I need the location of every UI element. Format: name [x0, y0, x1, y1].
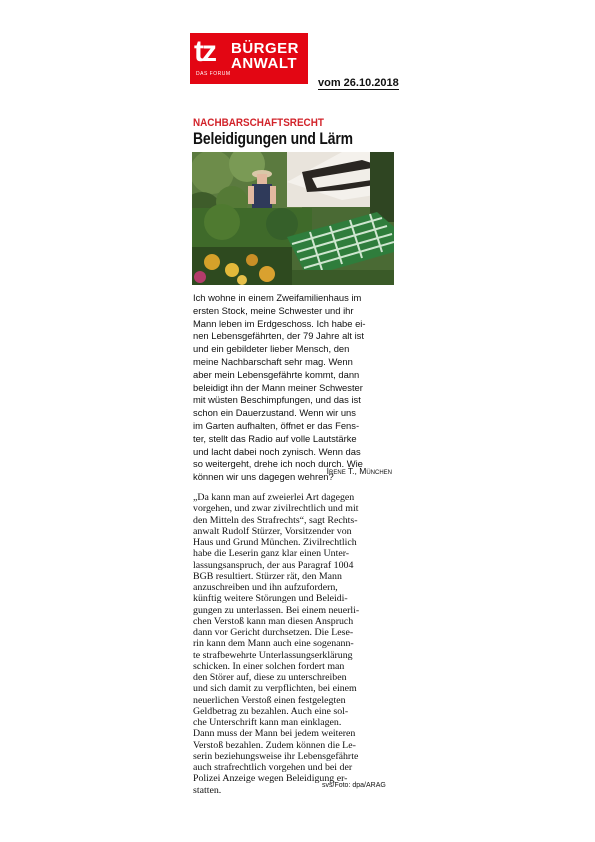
- answer-line: anzuschreiben und ihn aufzufordern,: [193, 582, 338, 593]
- question-line: beleidigt ihn der Mann meiner Schwester: [193, 381, 363, 393]
- question-line: meine Nachbarschaft sehr mag. Wenn: [193, 355, 353, 367]
- logo-line-buerger: BÜRGER: [231, 40, 300, 57]
- answer-line: Verstoß bezahlen. Zudem können die Le-: [193, 739, 356, 751]
- answer-line: dann vor Gericht durchsetzen. Die Lese-: [193, 627, 354, 638]
- answer-line: BGB resultiert. Stürzer rät, den Mann: [193, 570, 342, 582]
- question-line: mit wüsten Beschimpfungen, und das ist: [193, 394, 361, 406]
- answer-line: den Mitteln des Strafrechts“, sagt Rechts-: [193, 514, 358, 526]
- question-line: ersten Stock, meine Schwester und ihr: [193, 304, 354, 316]
- publication-date: vom 26.10.2018: [318, 77, 399, 89]
- article-kicker: NACHBARSCHAFTSRECHT: [193, 117, 324, 129]
- answer-line: vorgehen, und zwar zivilrechtlich und mit: [193, 503, 359, 515]
- answer-line: auch strafrechtlich vorgehen und bei der: [193, 762, 353, 773]
- answer-line: Polizei Anzeige wegen Beleidigung er-: [193, 773, 348, 785]
- question-author: Irene T., München: [326, 466, 392, 476]
- question-line: können wir uns dagegen wehren?: [193, 471, 334, 483]
- answer-line: che Unterschrift kann man einklagen.: [193, 717, 342, 728]
- photo-credit: svs/Foto: dpa/ARAG: [322, 782, 386, 789]
- lawyer-answer: [193, 492, 403, 796]
- answer-line: gungen zu unterlassen. Bei einem neuerli-: [193, 604, 360, 616]
- logo-line-anwalt: ANWALT: [231, 55, 298, 72]
- answer-line: neuerlichen Verstoß einen festgelegten: [193, 694, 346, 706]
- answer-line: rin kann dem Mann auch eine sogenann-: [193, 638, 354, 650]
- answer-line: lassungsanspruch, der aus Paragraf 1004: [193, 559, 354, 571]
- tz-buergeranwalt-logo: [190, 33, 308, 84]
- article-headline: Beleidigungen und Lärm: [193, 129, 353, 148]
- reader-question: [193, 292, 398, 484]
- question-line: ter, stellt das Radio auf volle Lautstärke: [193, 432, 357, 444]
- question-line: schon ein Dauerzustand. Wenn wir uns: [193, 407, 356, 419]
- answer-line: schicken. In einer solchen fordert man: [193, 660, 345, 672]
- answer-line: Haus und Grund München. Zivilrechtlich: [193, 537, 357, 548]
- logo-tz: tz: [194, 35, 215, 68]
- answer-line: chen Verstoß kann man diesen Anspruch: [193, 615, 354, 627]
- answer-line: „Da kann man auf zweierlei Art dagegen: [193, 492, 355, 503]
- question-line: Ich wohne in einem Zweifamilienhaus im: [193, 292, 362, 303]
- question-line: nen Lebensgefährten, der 79 Jahre alt ist: [193, 330, 364, 342]
- answer-line: Geldbetrag zu bezahlen. Auch eine sol-: [193, 705, 349, 717]
- answer-line: anwalt Rudolf Stürzer, Vorsitzender von: [193, 525, 352, 537]
- question-line: im Garten aufhalten, öffnet er das Fens-: [193, 419, 360, 431]
- answer-line: serin beziehungsweise ihr Lebensgefährte: [193, 750, 359, 762]
- answer-line: habe die Leserin ganz klar einen Unter-: [193, 548, 350, 560]
- question-line: und ein gebildeter lieber Mensch, den: [193, 343, 350, 355]
- answer-line: und sich damit zu verpflichten, bei einem: [193, 683, 357, 695]
- logo-line-forum: DAS FORUM: [196, 71, 231, 77]
- question-line: aber mein Lebensgefährte kommt, dann: [193, 368, 360, 380]
- answer-line: te strafbewehrte Unterlassungserklärung: [193, 649, 353, 661]
- question-line: so weitergeht, drehe ich noch durch. Wie: [193, 458, 363, 470]
- answer-line: statten.: [193, 784, 222, 796]
- article-photo-garden: [192, 152, 394, 285]
- answer-line: Dann muss der Mann bei jedem weiteren: [193, 728, 356, 740]
- answer-line: den Störer auf, diese zu unterschreiben: [193, 672, 347, 683]
- question-line: Mann leben im Erdgeschoss. Ich habe ei-: [193, 317, 366, 329]
- answer-line: künftig weitere Störungen und Beleidi-: [193, 593, 348, 605]
- question-line: und lacht dabei noch zynisch. Wenn das: [193, 445, 361, 457]
